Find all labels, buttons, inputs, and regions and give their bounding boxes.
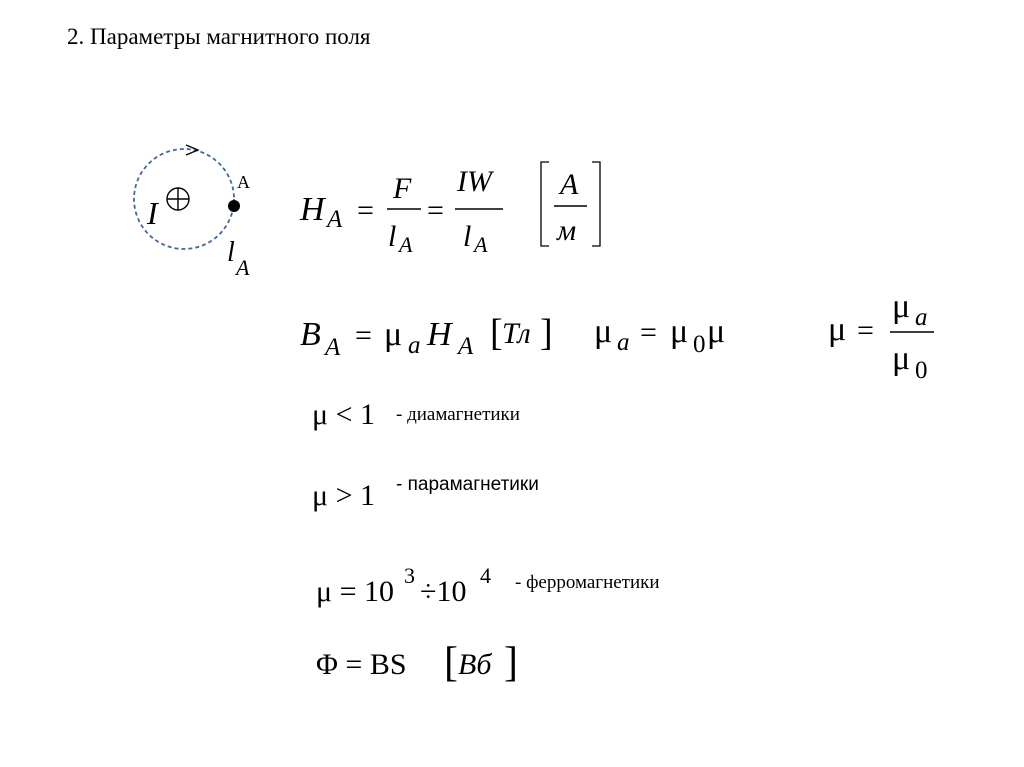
fraction1-denominator: l bbox=[388, 220, 397, 253]
b-symbol: B bbox=[300, 316, 321, 353]
condition-paramagnetic bbox=[310, 474, 400, 516]
h-subscript: A bbox=[458, 333, 474, 360]
condition-text: μ < 1 bbox=[312, 398, 376, 431]
unit-bracket-left bbox=[541, 162, 549, 246]
unit-bracket-left: [ bbox=[444, 640, 458, 686]
label-ferromagnetic: - ферромагнетики bbox=[515, 572, 660, 593]
equation-absolute-permeability bbox=[590, 308, 750, 358]
length-symbol: l bbox=[227, 237, 235, 268]
equation-magnetic-flux bbox=[314, 632, 534, 692]
condition-ferromagnetic bbox=[314, 555, 504, 615]
numerator-subscript: a bbox=[915, 304, 928, 331]
condition-diamagnetic bbox=[310, 393, 400, 435]
unit-denominator: м bbox=[557, 214, 577, 247]
mu-symbol: μ bbox=[707, 313, 726, 350]
current-symbol: I bbox=[147, 195, 158, 231]
fraction2-denominator: l bbox=[463, 220, 472, 253]
numerator-mu: μ bbox=[892, 288, 911, 325]
fraction1-denominator-sub: A bbox=[399, 232, 413, 257]
flux-formula: Φ = BS bbox=[316, 648, 407, 681]
fraction2-numerator: IW bbox=[457, 165, 492, 198]
fraction2-denominator-sub: A bbox=[474, 232, 488, 257]
equals-sign-2: = bbox=[427, 194, 444, 227]
equation-relative-permeability bbox=[826, 285, 946, 385]
field-line-diagram bbox=[120, 135, 280, 295]
unit-weber: Вб bbox=[458, 648, 492, 681]
condition-text: μ > 1 bbox=[312, 479, 376, 512]
equation-field-strength bbox=[295, 160, 615, 255]
point-a-label: A bbox=[237, 172, 250, 192]
mu-a-symbol: μ bbox=[594, 313, 613, 350]
mu-subscript: a bbox=[408, 332, 421, 359]
label-paramagnetic: - парамагнетики bbox=[396, 474, 539, 495]
unit-bracket-right: ] bbox=[540, 312, 553, 354]
unit-bracket-left: [ bbox=[490, 312, 503, 354]
denominator-mu: μ bbox=[892, 340, 911, 377]
unit-bracket-right bbox=[592, 162, 600, 246]
equals-sign: = bbox=[640, 316, 657, 349]
label-diamagnetic: - диамагнетики bbox=[396, 404, 520, 425]
length-subscript: A bbox=[236, 255, 250, 280]
slide-title: 2. Параметры магнитного поля bbox=[67, 24, 371, 49]
unit-tesla: Тл bbox=[502, 317, 531, 350]
mu0-subscript: 0 bbox=[693, 331, 706, 358]
equals-sign: = bbox=[857, 314, 874, 347]
exponent-1: 3 bbox=[404, 563, 415, 588]
h-subscript: A bbox=[327, 206, 343, 233]
mu-symbol: μ bbox=[384, 316, 403, 353]
mu-a-subscript: a bbox=[617, 329, 630, 356]
denominator-subscript: 0 bbox=[915, 357, 928, 384]
mu0-symbol: μ bbox=[670, 313, 689, 350]
b-subscript: A bbox=[325, 334, 341, 361]
equals-sign: = bbox=[355, 319, 372, 352]
condition-base: μ = 10 bbox=[316, 575, 395, 608]
point-a-dot bbox=[228, 200, 240, 212]
unit-numerator: A bbox=[560, 168, 579, 201]
equation-induction bbox=[295, 305, 565, 365]
exponent-2: 4 bbox=[480, 563, 491, 588]
h-symbol: H bbox=[300, 191, 325, 228]
unit-bracket-right: ] bbox=[504, 640, 518, 686]
mu-symbol: μ bbox=[828, 311, 847, 348]
equals-sign-1: = bbox=[357, 194, 374, 227]
fraction1-numerator: F bbox=[393, 172, 412, 205]
range-separator: ÷10 bbox=[420, 575, 467, 608]
h-symbol: H bbox=[427, 316, 452, 353]
